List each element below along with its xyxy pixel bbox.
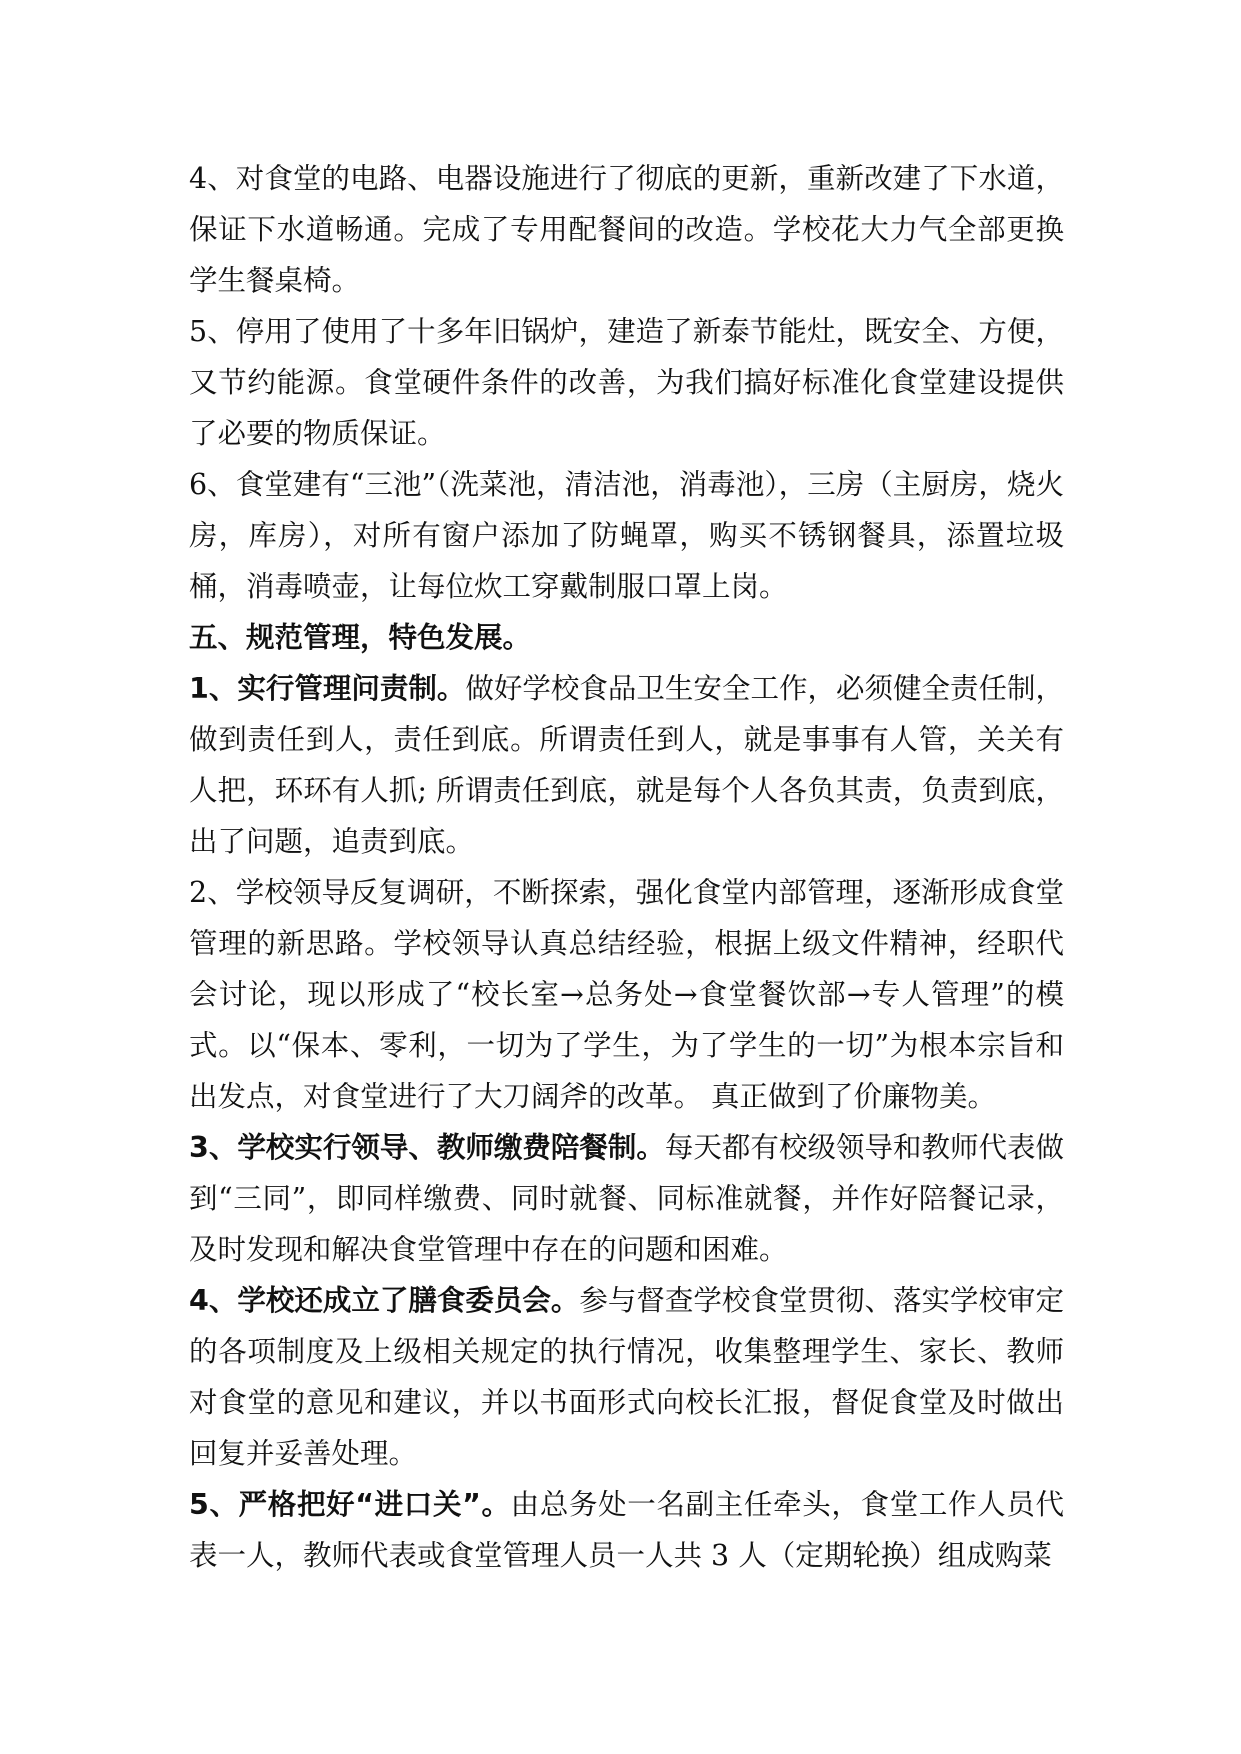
paragraph-text: 4、对食堂的电路、电器设施进行了彻底的更新，重新改建了下水道，保证下水道畅通。完成了专用配餐间的改造。学校花大力气全部更换学生餐桌椅。 <box>189 162 1064 297</box>
item-lead: 1、实行管理问责制。 <box>189 672 466 705</box>
item-lead: 3、学校实行领导、教师缴费陪餐制。 <box>189 1131 665 1164</box>
management-item-3 <box>189 1122 1064 1275</box>
item-text: 由总务处一名副主任牵头，食堂工作人员代表一人，教师代表或食堂管理人员一人共 3 人（定期轮换）组成购菜 <box>189 1488 1064 1572</box>
item-lead: 5、严格把好“进口关”。 <box>189 1488 511 1521</box>
paragraph-text: 5、停用了使用了十多年旧锅炉，建造了新泰节能灶，既安全、方便，又节约能源。食堂硬件条件的改善，为我们搞好标准化食堂建设提供了必要的物质保证。 <box>189 315 1064 450</box>
item-text: 2、学校领导反复调研，不断探索，强化食堂内部管理，逐渐形成食堂管理的新思路。学校领导认真总结经验，根据上级文件精神，经职代会讨论，现以形成了“校长室→总务处→食堂餐饮部→专人管理”的模式。以“保本、零利，一切为了学生，为了学生的一切”为根本宗旨和出发点，对食堂进行了大刀阔斧的改革。 真正做到了价廉物美。 <box>189 876 1064 1113</box>
item-lead: 4、学校还成立了膳食委员会。 <box>189 1284 580 1317</box>
item-text: 参与督查学校食堂贯彻、落实学校审定的各项制度及上级相关规定的执行情况，收集整理学生、家长、教师对食堂的意见和建议，并以书面形式向校长汇报，督促食堂及时做出回复并妥善处理。 <box>189 1284 1064 1470</box>
paragraph-item-5 <box>189 306 1064 459</box>
management-item-4 <box>189 1275 1064 1479</box>
management-item-2 <box>189 867 1064 1122</box>
paragraph-item-6 <box>189 459 1064 612</box>
section-heading <box>189 612 1064 663</box>
document-page <box>189 153 1064 1581</box>
section-heading-text: 五、规范管理，特色发展。 <box>189 621 532 654</box>
item-text: 每天都有校级领导和教师代表做到“三同”，即同样缴费、同时就餐、同标准就餐，并作好陪餐记录，及时发现和解决食堂管理中存在的问题和困难。 <box>189 1131 1064 1266</box>
management-item-1 <box>189 663 1064 867</box>
paragraph-item-4 <box>189 153 1064 306</box>
management-item-5 <box>189 1479 1064 1581</box>
paragraph-text: 6、食堂建有“三池”（洗菜池，清洁池，消毒池），三房（主厨房，烧火房，库房），对所有窗户添加了防蝇罩，购买不锈钢餐具，添置垃圾桶，消毒喷壶，让每位炊工穿戴制服口罩上岗。 <box>189 468 1064 603</box>
item-text: 做好学校食品卫生安全工作，必须健全责任制，做到责任到人，责任到底。所谓责任到人，就是事事有人管，关关有人把，环环有人抓; 所谓责任到底，就是每个人各负其责，负责到底，出了问题，追责到底。 <box>189 672 1064 858</box>
